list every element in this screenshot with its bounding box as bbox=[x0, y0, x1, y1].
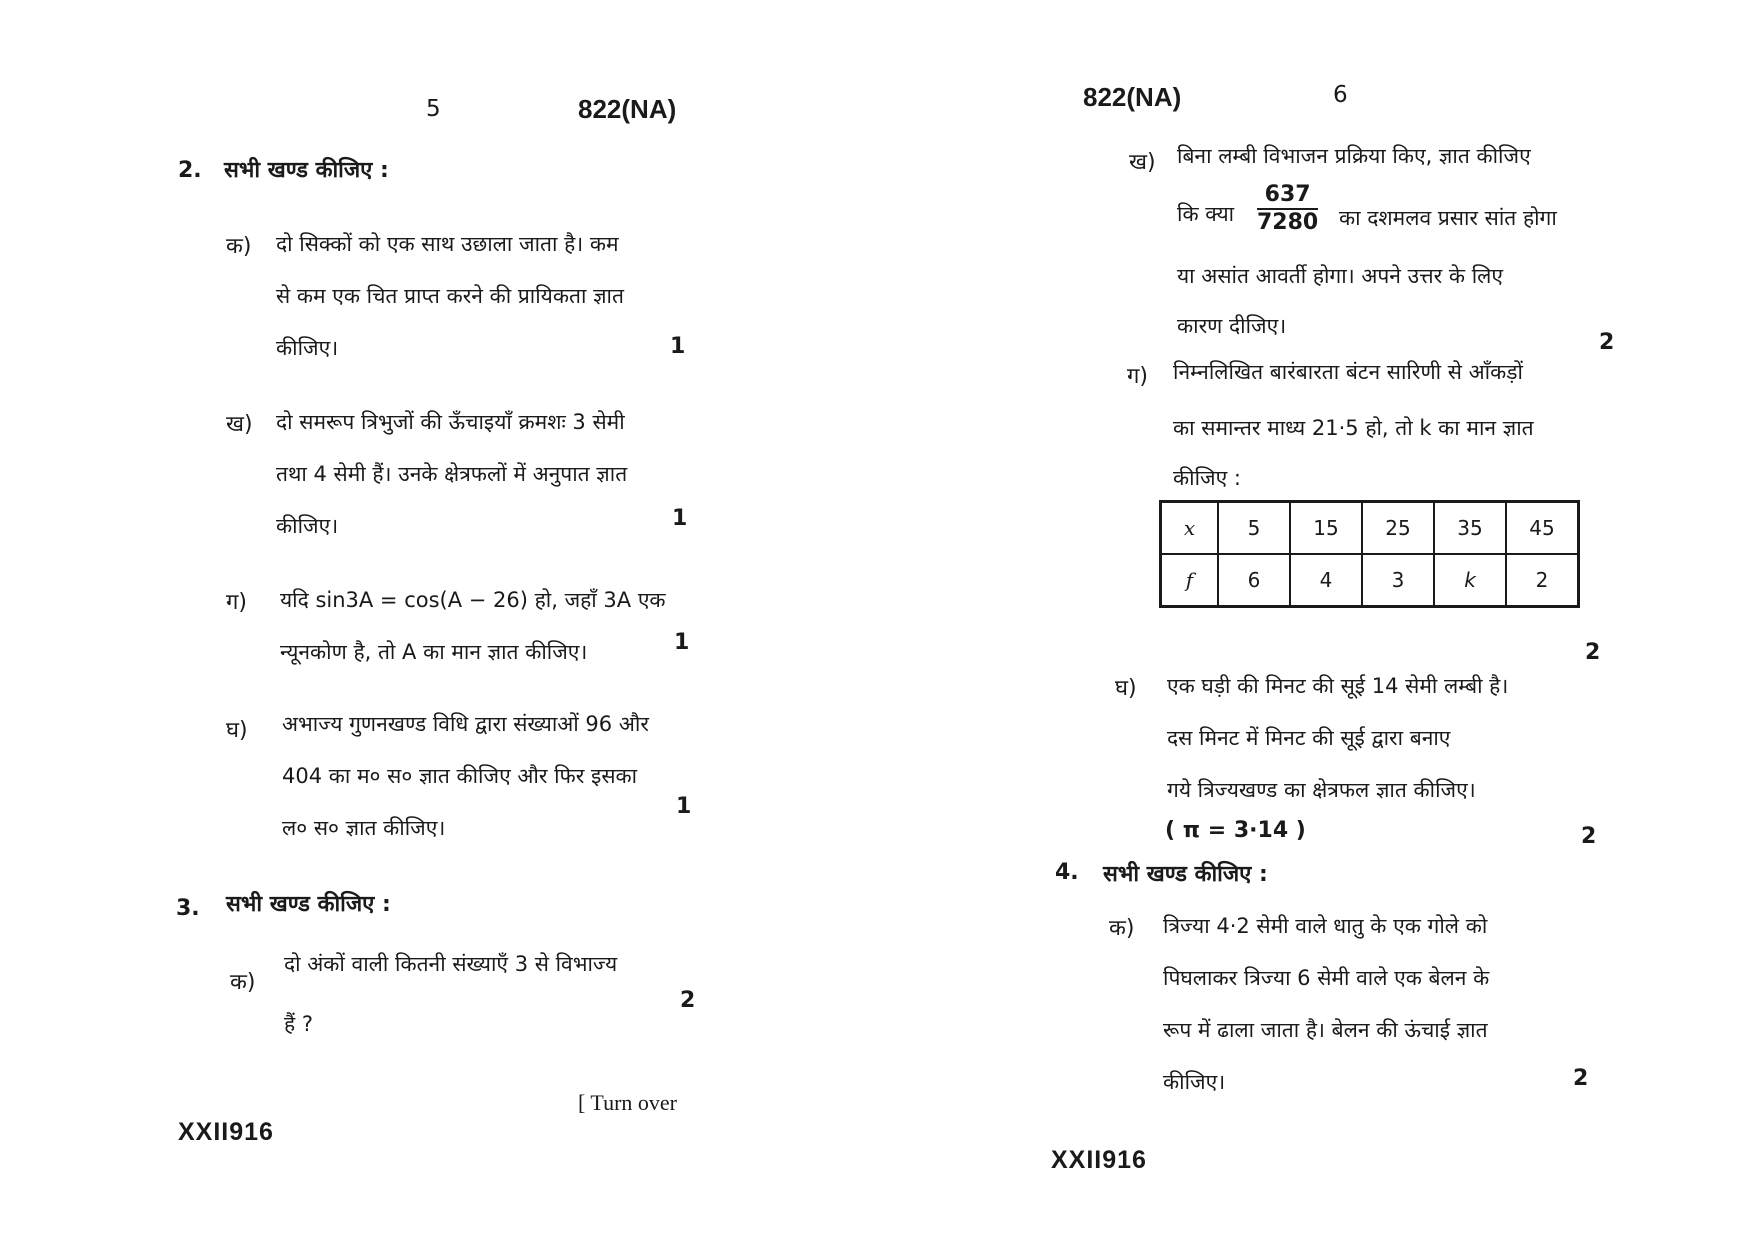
question-line: का समान्तर माध्य 21·5 हो, तो k का मान ज्ञात bbox=[1173, 416, 1534, 440]
part-label: क) bbox=[1109, 916, 1135, 941]
question-line: कीजिए। bbox=[276, 514, 339, 538]
right-page bbox=[877, 0, 1754, 1241]
question-line: दो समरूप त्रिभुजों की ऊँचाइयाँ क्रमशः 3 सेमी bbox=[276, 410, 625, 434]
fraction bbox=[1257, 182, 1318, 236]
marks: 2 bbox=[1585, 640, 1601, 665]
question-number: 4. bbox=[1055, 860, 1079, 885]
table-row bbox=[1161, 502, 1579, 555]
question-line: ल० स० ज्ञात कीजिए। bbox=[282, 816, 446, 840]
question-line: यदि sin3A = cos(A − 26) हो, जहाँ 3A एक bbox=[280, 588, 666, 612]
part-label: क) bbox=[226, 234, 252, 259]
question-line: कीजिए। bbox=[276, 336, 339, 360]
table-cell: 35 bbox=[1434, 502, 1506, 555]
part-label: घ) bbox=[1115, 676, 1137, 701]
page-number: 5 bbox=[426, 96, 441, 122]
marks: 1 bbox=[670, 334, 686, 359]
marks: 1 bbox=[674, 630, 690, 655]
question-line: तथा 4 सेमी हैं। उनके क्षेत्रफलों में अनुपात ज्ञात bbox=[276, 462, 628, 486]
part-label: ख) bbox=[1129, 150, 1156, 175]
table-cell: 5 bbox=[1218, 502, 1290, 555]
table-row-label: f bbox=[1161, 554, 1219, 607]
question-line: से कम एक चित प्राप्त करने की प्रायिकता ज्ञात bbox=[276, 284, 624, 308]
fraction-numerator: 637 bbox=[1264, 182, 1311, 207]
question-line: अभाज्य गुणनखण्ड विधि द्वारा संख्याओं 96 और bbox=[282, 712, 649, 736]
question-line: निम्नलिखित बारंबारता बंटन सारिणी से आँकड़ों bbox=[1173, 360, 1523, 384]
question-number: 2. bbox=[178, 158, 202, 183]
part-label: घ) bbox=[226, 718, 248, 743]
question-line: एक घड़ी की मिनट की सूई 14 सेमी लम्बी है। bbox=[1167, 674, 1509, 698]
question-heading: सभी खण्ड कीजिए : bbox=[224, 158, 389, 183]
question-line: दस मिनट में मिनट की सूई द्वारा बनाए bbox=[1167, 726, 1451, 750]
table-cell: 2 bbox=[1506, 554, 1579, 607]
footer-code: XXII916 bbox=[1051, 1146, 1147, 1174]
marks: 2 bbox=[1599, 330, 1615, 355]
fraction-denominator: 7280 bbox=[1257, 210, 1319, 235]
part-label: ग) bbox=[1127, 364, 1148, 389]
question-heading: सभी खण्ड कीजिए : bbox=[1103, 862, 1268, 887]
table-row bbox=[1161, 554, 1579, 607]
question-line: 404 का म० स० ज्ञात कीजिए और फिर इसका bbox=[282, 764, 638, 788]
table-cell: 3 bbox=[1362, 554, 1434, 607]
question-line: कीजिए। bbox=[1163, 1070, 1226, 1094]
table-cell: 25 bbox=[1362, 502, 1434, 555]
table-cell: k bbox=[1434, 554, 1506, 607]
marks: 1 bbox=[676, 794, 692, 819]
question-line: पिघलाकर त्रिज्या 6 सेमी वाले एक बेलन के bbox=[1163, 966, 1490, 990]
question-line: कीजिए : bbox=[1173, 466, 1241, 490]
question-heading: सभी खण्ड कीजिए : bbox=[226, 892, 391, 917]
page-number: 6 bbox=[1333, 82, 1348, 108]
paper-code: 822(NA) bbox=[1083, 82, 1182, 112]
part-label: ग) bbox=[226, 590, 247, 615]
table-cell: 15 bbox=[1290, 502, 1362, 555]
part-label: क) bbox=[230, 970, 256, 995]
question-line: दो अंकों वाली कितनी संख्याएँ 3 से विभाज्य bbox=[284, 952, 618, 976]
question-number: 3. bbox=[176, 896, 200, 921]
question-line: रूप में ढाला जाता है। बेलन की ऊंचाई ज्ञात bbox=[1163, 1018, 1488, 1042]
question-line: कि क्या bbox=[1177, 202, 1235, 226]
table-cell: 6 bbox=[1218, 554, 1290, 607]
frequency-table bbox=[1159, 500, 1580, 608]
question-line: न्यूनकोण है, तो A का मान ज्ञात कीजिए। bbox=[280, 640, 588, 664]
question-line: का दशमलव प्रसार सांत होगा bbox=[1339, 206, 1557, 230]
footer-code: XXII916 bbox=[178, 1118, 274, 1146]
question-line: त्रिज्या 4·2 सेमी वाले धातु के एक गोले को bbox=[1163, 914, 1488, 938]
marks: 2 bbox=[680, 988, 696, 1013]
turn-over-note: [ Turn over bbox=[578, 1090, 678, 1115]
table-cell: 45 bbox=[1506, 502, 1579, 555]
table-row-label: x bbox=[1161, 502, 1219, 555]
question-line: गये त्रिज्यखण्ड का क्षेत्रफल ज्ञात कीजिए। bbox=[1167, 778, 1476, 802]
part-label: ख) bbox=[226, 412, 253, 437]
question-line: हैं ? bbox=[284, 1012, 313, 1036]
table-cell: 4 bbox=[1290, 554, 1362, 607]
marks: 1 bbox=[672, 506, 688, 531]
question-line: या असांत आवर्ती होगा। अपने उत्तर के लिए bbox=[1177, 264, 1504, 288]
pi-note: ( π = 3·14 ) bbox=[1165, 818, 1306, 843]
marks: 2 bbox=[1581, 824, 1597, 849]
question-line: कारण दीजिए। bbox=[1177, 314, 1287, 338]
paper-code: 822(NA) bbox=[578, 94, 677, 124]
question-line: बिना लम्बी विभाजन प्रक्रिया किए, ज्ञात कीजिए bbox=[1177, 144, 1531, 168]
marks: 2 bbox=[1573, 1066, 1589, 1091]
question-line: दो सिक्कों को एक साथ उछाला जाता है। कम bbox=[276, 232, 619, 256]
